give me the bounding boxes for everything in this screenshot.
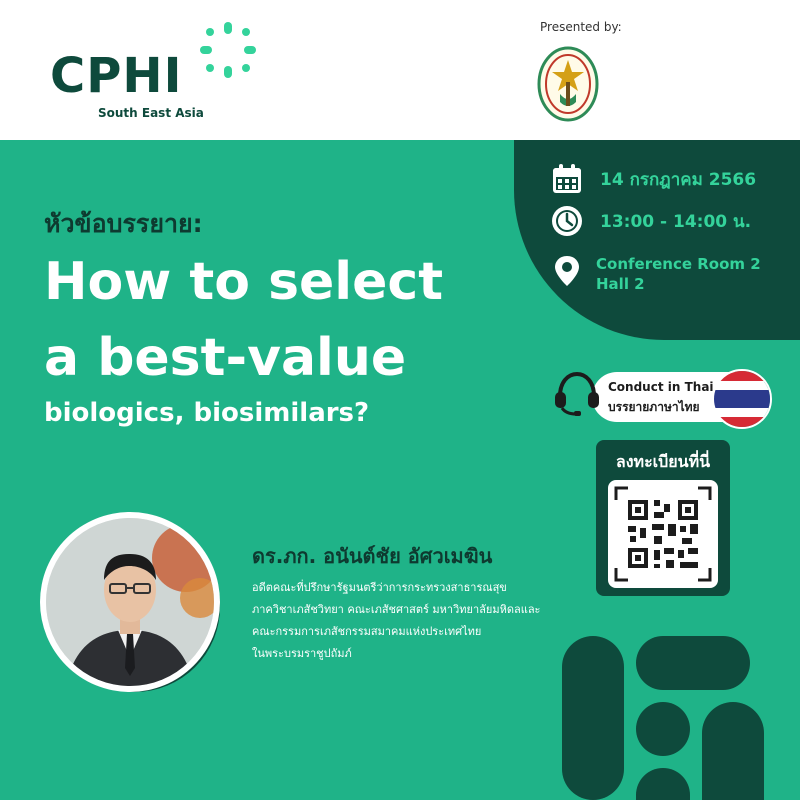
register-label: ลงทะเบียนที่นี่ (615, 452, 711, 471)
speaker-photo (46, 518, 214, 686)
logo-subtitle: South East Asia (98, 106, 204, 120)
speaker-bio-line: ภาควิชาเภสัชวิทยา คณะเภสัชศาสตร์ มหาวิทยาลัยมหิดลและ (252, 603, 541, 616)
emblem-icon (536, 44, 600, 124)
event-date-row (550, 162, 756, 196)
calendar-icon (550, 162, 584, 196)
event-time-row (550, 204, 751, 238)
language-english: Conduct in Thai (608, 380, 714, 394)
decor-capsule (636, 636, 750, 690)
topic-label: หัวข้อบรรยาย: (44, 209, 203, 238)
event-date: 14 กรกฎาคม 2566 (600, 169, 757, 190)
speaker-bio-line: ในพระบรมราชูปถัมภ์ (252, 647, 352, 660)
speaker-bio-line: อดีตคณะที่ปรึกษารัฐมนตรีว่าการกระทรวงสาธารณสุข (252, 581, 507, 594)
event-info-panel (514, 140, 800, 340)
speaker-name: ดร.ภก. อนันต์ชัย อัศวเมฆิน (252, 544, 493, 568)
speaker-bio-line: คณะกรรมการเภสัชกรรมสมาคมแห่งประเทศไทย (252, 625, 482, 638)
language-thai: บรรยายภาษาไทย (608, 400, 700, 414)
event-location-line2: Hall 2 (596, 275, 645, 293)
decor-circle (636, 702, 690, 756)
cphi-logo: CPHI (50, 48, 183, 104)
event-time: 13:00 - 14:00 น. (600, 211, 752, 232)
talk-title-line3: biologics, biosimilars? (44, 398, 370, 428)
dot-cross-icon (196, 18, 260, 82)
header-band (0, 0, 800, 140)
talk-title-line2: a best-value (44, 328, 407, 388)
presented-by-label: Presented by: (540, 20, 622, 34)
clock-icon (550, 204, 584, 238)
decor-capsule (636, 768, 690, 800)
event-location-line1: Conference Room 2 (596, 255, 761, 273)
event-location-row (550, 254, 761, 294)
decor-capsule (562, 636, 624, 800)
thai-flag-icon (712, 369, 772, 429)
decor-capsule (702, 702, 764, 800)
headset-icon (552, 368, 602, 418)
talk-title-line1: How to select (44, 252, 444, 312)
qr-code-icon[interactable] (608, 480, 718, 588)
map-pin-icon (550, 254, 584, 288)
register-card[interactable] (596, 440, 730, 596)
